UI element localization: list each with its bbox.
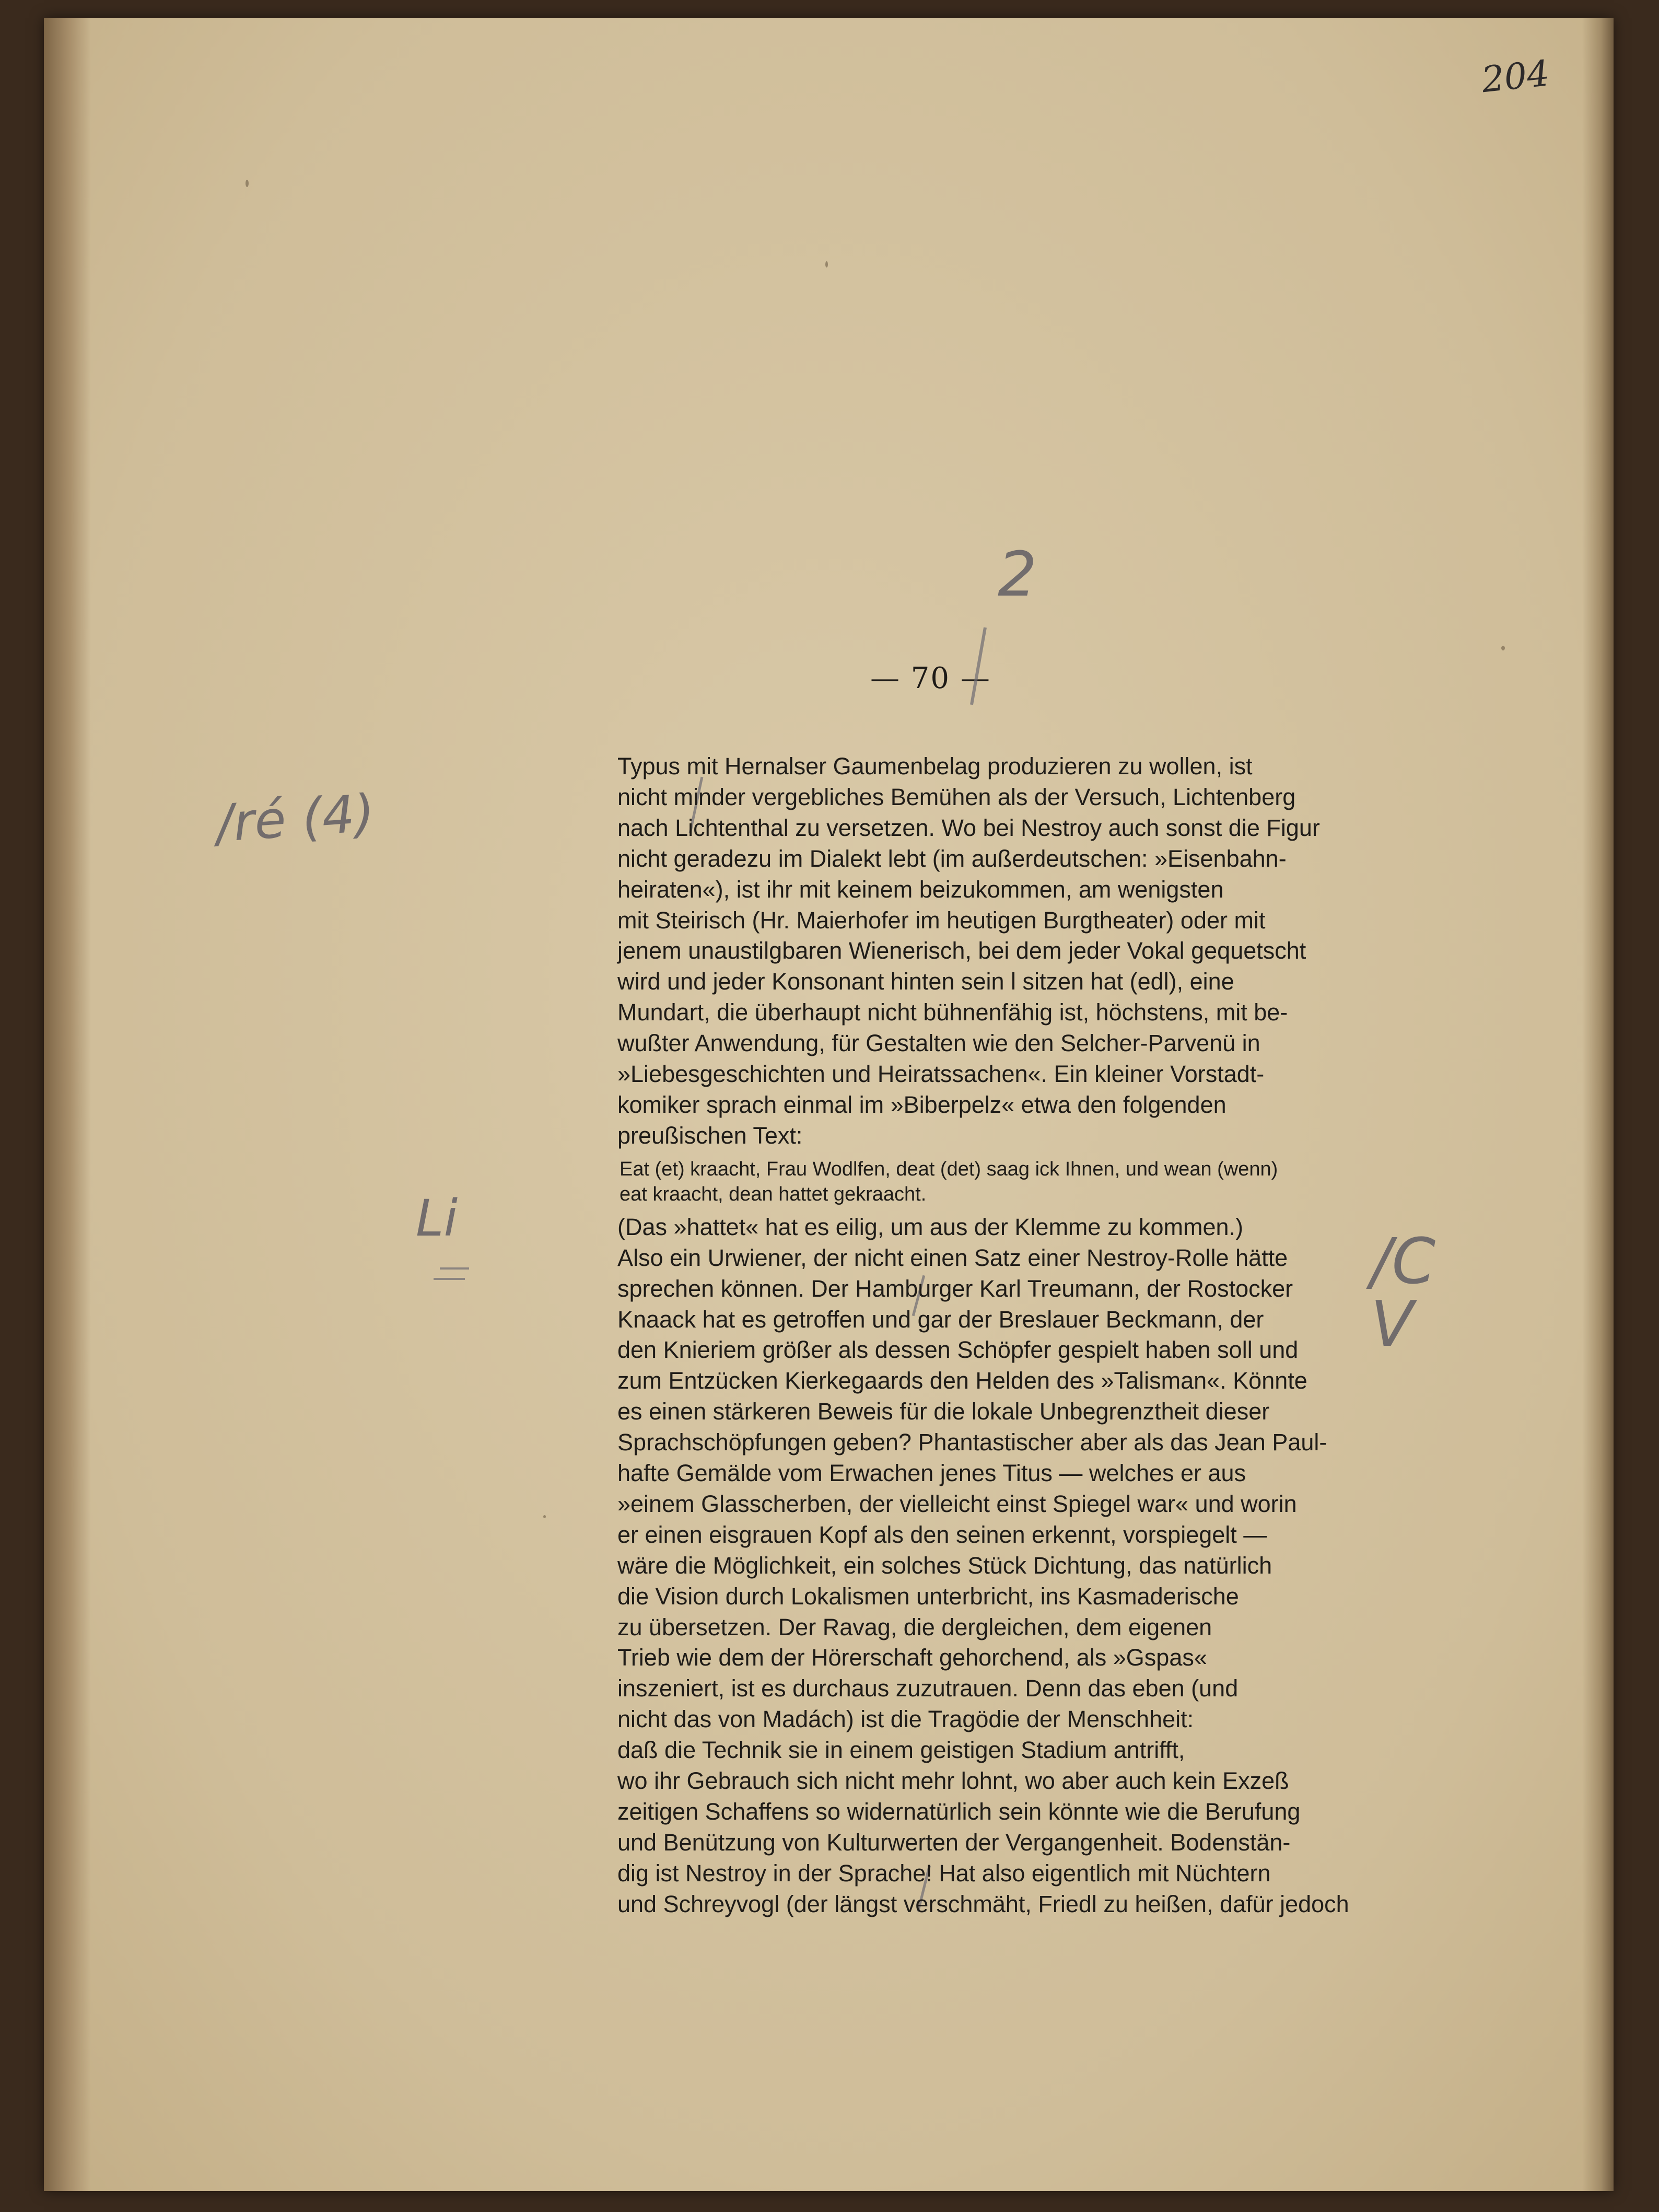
text-line: inszeniert, ist es durchaus zuzutrauen. Denn das eben (und	[617, 1675, 1239, 1702]
text-line: mit Steirisch (Hr. Maierhofer im heutigen Burgtheater) oder mit	[617, 906, 1266, 934]
pencil-annotation-right-line2: V	[1371, 1288, 1414, 1361]
text-line: Also ein Urwiener, der nicht einen Satz einer Nestroy-Rolle hätte	[617, 1244, 1288, 1271]
text-line: und Benützung von Kulturwerten der Vergangenheit. Bodenstän-	[617, 1829, 1291, 1856]
text-line: »Liebesgeschichten und Heiratssachen«. Ein kleiner Vorstadt-	[617, 1061, 1265, 1088]
text-line: wird und jeder Konsonant hinten sein l sitzen hat (edl), eine	[617, 968, 1234, 995]
text-line: preußischen Text:	[617, 1122, 803, 1149]
text-line: daß die Technik sie in einem geistigen Stadium antrifft,	[617, 1737, 1185, 1764]
paper-speck	[543, 1515, 546, 1518]
text-line: Knaack hat es getroffen und gar der Breslauer Beckmann, der	[617, 1306, 1264, 1333]
text-line: Mundart, die überhaupt nicht bühnenfähig ist, höchstens, mit be-	[617, 999, 1288, 1026]
text-line: die Vision durch Lokalismen unterbricht, ins Kasmaderische	[617, 1582, 1239, 1610]
text-line: er einen eisgrauen Kopf als den seinen erkennt, vorspiegelt —	[617, 1521, 1267, 1548]
pencil-annotation-right	[1371, 1226, 1496, 1367]
text-line: wo ihr Gebrauch sich nicht mehr lohnt, wo aber auch kein Exzeß	[617, 1767, 1289, 1795]
pencil-annotation-right-line1: /C	[1371, 1226, 1436, 1298]
paper-speck	[246, 180, 249, 187]
paper-speck	[1501, 646, 1505, 650]
text-line: es einen stärkeren Beweis für die lokale Unbegrenztheit dieser	[617, 1398, 1270, 1425]
text-line: komiker sprach einmal im »Biberpelz« etwa den folgenden	[617, 1091, 1226, 1118]
text-line: heiraten«), ist ihr mit keinem beizukommen, am wenigsten	[617, 876, 1224, 903]
text-line: Trieb wie dem der Hörerschaft gehorchend, als »Gspas«	[617, 1644, 1207, 1671]
text-line: und Schreyvogl (der längst verschmäht, Friedl zu heißen, dafür jedoch	[617, 1890, 1349, 1917]
page-number: — 70 —	[870, 661, 991, 695]
text-line: zeitigen Schaffens so widernatürlich sein könnte wie die Berufung	[617, 1798, 1301, 1825]
text-line: Sprachschöpfungen geben? Phantastischer aber als das Jean Paul-	[617, 1429, 1327, 1456]
pencil-annotation-left-top: /ré (4)	[214, 783, 377, 854]
pencil-annotation-left-mid: Li	[416, 1189, 458, 1248]
text-line: nicht geradezu im Dialekt lebt (im außerdeutschen: »Eisenbahn-	[617, 845, 1287, 872]
paragraph-2	[617, 1212, 1349, 1920]
quote-line: Eat (et) kraacht, Frau Wodlfen, deat (det) saag ick Ihnen, und wean (wenn)	[620, 1158, 1278, 1180]
pencil-underline	[440, 1267, 469, 1270]
text-line: jenem unaustilgbaren Wienerisch, bei dem jeder Vokal gequetscht	[617, 937, 1306, 964]
text-line: (Das »hattet« hat es eilig, um aus der Klemme zu kommen.)	[617, 1213, 1244, 1240]
text-line: nicht minder vergebliches Bemühen als der Versuch, Lichtenberg	[617, 783, 1296, 810]
text-line: nach Lichtenthal zu versetzen. Wo bei Nestroy auch sonst die Figur	[617, 814, 1320, 841]
text-line: hafte Gemälde vom Erwachen jenes Titus — welches er aus	[617, 1460, 1246, 1487]
page-edge	[1582, 18, 1614, 2191]
main-text	[617, 751, 1349, 1920]
text-line: den Knieriem größer als dessen Schöpfer gespielt haben soll und	[617, 1336, 1299, 1364]
paragraph-1	[617, 751, 1346, 1151]
text-line: nicht das von Madách) ist die Tragödie der Menschheit:	[617, 1706, 1194, 1733]
pencil-annotation-top: 2	[998, 538, 1037, 610]
text-line: zum Entzücken Kierkegaards den Helden des »Talisman«. Könnte	[617, 1367, 1307, 1394]
text-line: Typus mit Hernalser Gaumenbelag produzieren zu wollen, ist	[617, 753, 1253, 779]
paper-speck	[825, 261, 828, 267]
text-line: dig ist Nestroy in der Sprache! Hat also eigentlich mit Nüchtern	[617, 1859, 1271, 1887]
text-line: sprechen können. Der Hamburger Karl Treumann, der Rostocker	[617, 1275, 1293, 1302]
page-gutter	[44, 18, 91, 2191]
text-line: zu übersetzen. Der Ravag, die dergleichen, dem eigenen	[617, 1613, 1212, 1640]
text-line: wäre die Möglichkeit, ein solches Stück Dichtung, das natürlich	[617, 1552, 1272, 1579]
text-line: wußter Anwendung, für Gestalten wie den Selcher-Parvenü in	[617, 1030, 1260, 1057]
folio-number: 204	[1479, 53, 1552, 101]
text-line: »einem Glasscherben, der vielleicht einst Spiegel war« und worin	[617, 1490, 1297, 1517]
pencil-underline	[434, 1278, 465, 1280]
dialect-quote	[620, 1157, 1346, 1207]
quote-line: eat kraacht, dean hattet gekraacht.	[620, 1183, 927, 1205]
